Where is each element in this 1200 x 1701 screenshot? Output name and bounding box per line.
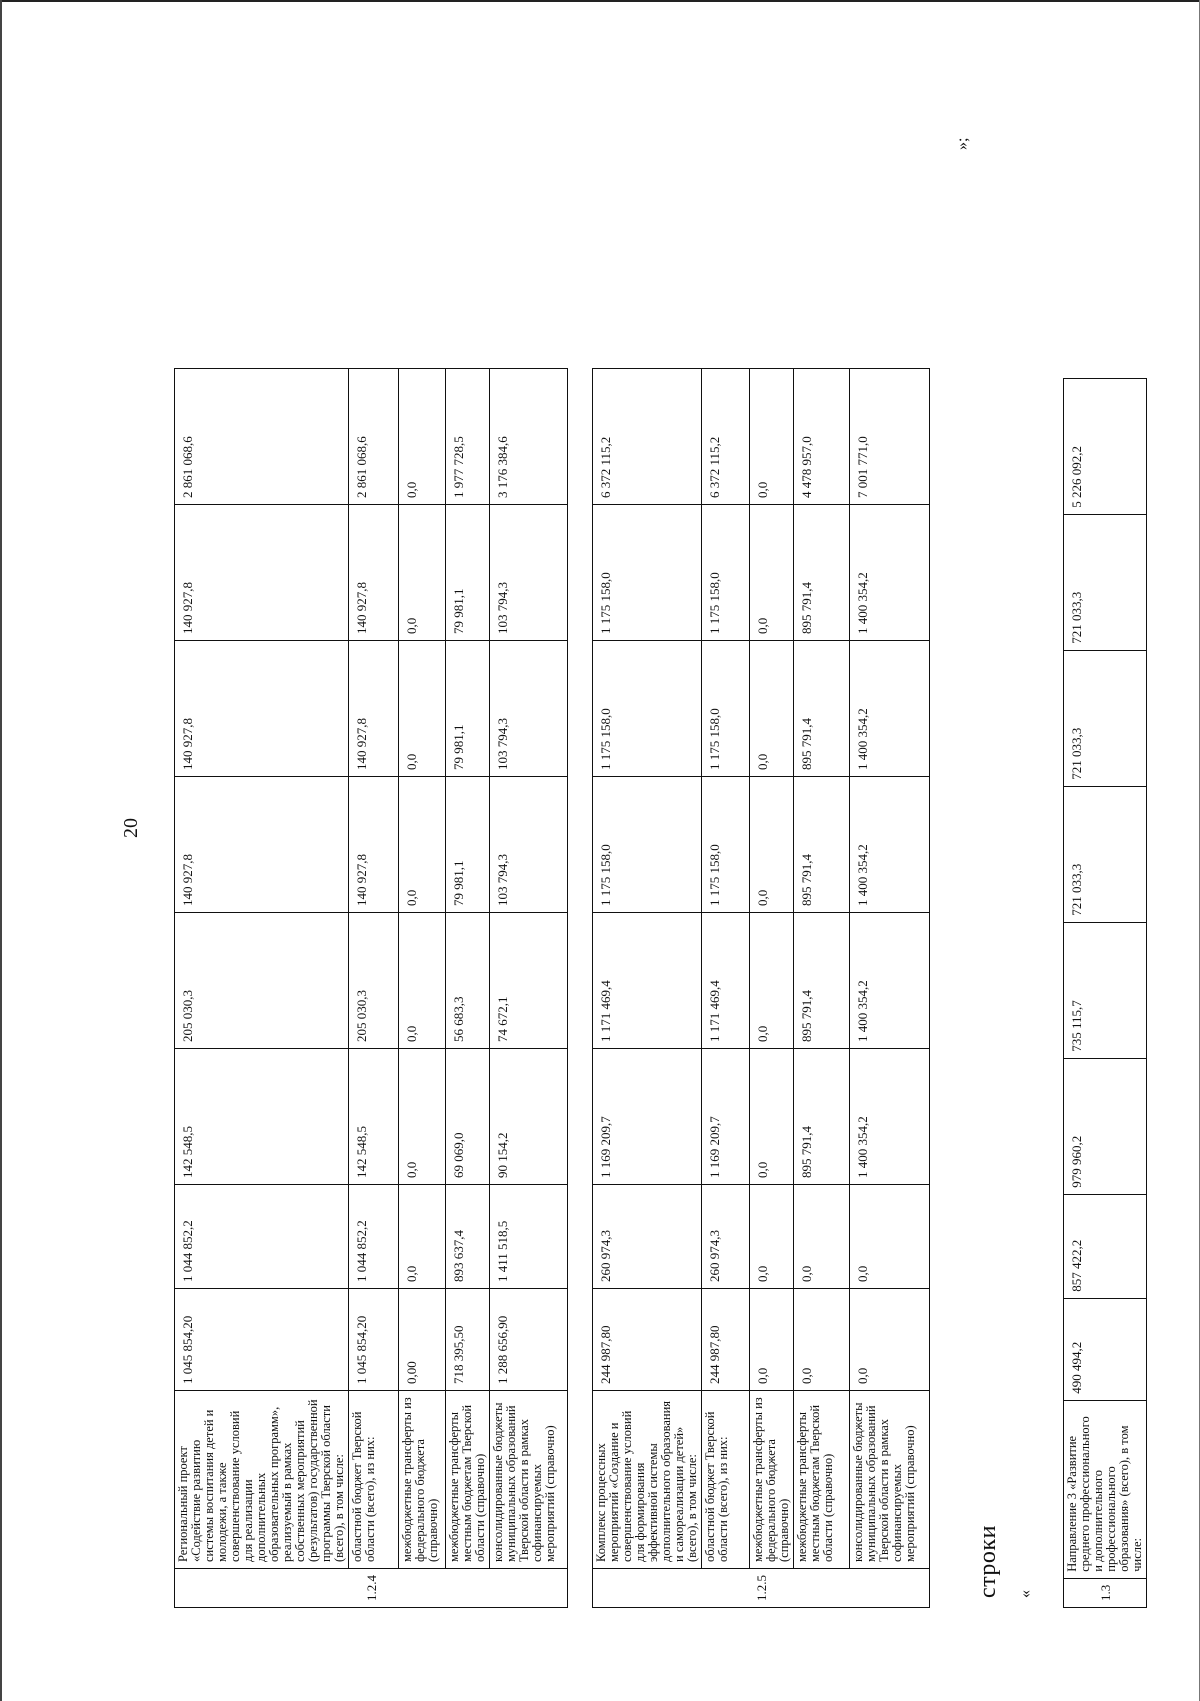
value-cell: 895 791,4 (794, 505, 850, 641)
row-label: Региональный проект «Содействие развитию системы воспитания детей и молодежи, а также совершенствование условий для реализации дополнительных образовательных программ», реализуемый в рамках собственных мероприятий (результатов) государственной программы Тверской области (всего), в том числе: (175, 1391, 349, 1569)
value-cell: 1 400 354,2 (850, 505, 930, 641)
value-cell: 0,0 (750, 913, 794, 1049)
value-cell: 74 672,1 (490, 913, 568, 1049)
value-cell: 1 288 656,90 (490, 1289, 568, 1391)
table-row (593, 369, 702, 1608)
value-cell: 142 548,5 (175, 1049, 349, 1185)
value-cell: 0,0 (399, 369, 446, 505)
value-cell: 895 791,4 (794, 641, 850, 777)
value-cell: 7 001 771,0 (850, 369, 930, 505)
table-row (850, 369, 930, 1608)
value-cell: 721 033,3 (1064, 514, 1147, 650)
value-cell: 0,0 (750, 505, 794, 641)
value-cell: 1 044 852,2 (349, 1185, 399, 1289)
caption-lines: строки (975, 1525, 1001, 1598)
row-label: межбюджетные трансферты из федерального бюджета (справочно) (399, 1391, 446, 1569)
value-cell: 1 175 158,0 (593, 505, 702, 641)
value-cell: 1 175 158,0 (702, 641, 750, 777)
value-cell: 895 791,4 (794, 1049, 850, 1185)
value-cell: 140 927,8 (175, 641, 349, 777)
table-row (794, 369, 850, 1608)
value-cell: 1 171 469,4 (593, 913, 702, 1049)
value-cell: 103 794,3 (490, 777, 568, 913)
table-row (1064, 378, 1147, 1607)
value-cell: 6 372 115,2 (702, 369, 750, 505)
value-cell: 1 169 209,7 (702, 1049, 750, 1185)
value-cell: 0,0 (850, 1289, 930, 1391)
row-label: консолидированные бюджеты муниципальных образований Тверской области в рамках софинансируемых мероприятий (справочно) (490, 1391, 568, 1569)
value-cell: 205 030,3 (175, 913, 349, 1049)
value-cell: 140 927,8 (349, 777, 399, 913)
value-cell: 56 683,3 (446, 913, 490, 1049)
value-cell: 0,0 (794, 1185, 850, 1289)
rotated-content (174, 128, 1144, 1608)
value-cell: 0,0 (750, 1185, 794, 1289)
value-cell: 1 045 854,20 (349, 1289, 399, 1391)
value-cell: 4 478 957,0 (794, 369, 850, 505)
value-cell: 0,0 (750, 777, 794, 913)
value-cell: 721 033,3 (1064, 786, 1147, 922)
value-cell: 721 033,3 (1064, 650, 1147, 786)
value-cell: 142 548,5 (349, 1049, 399, 1185)
value-cell: 1 400 354,2 (850, 777, 930, 913)
value-cell: 1 169 209,7 (593, 1049, 702, 1185)
scan-edge-top (0, 0, 1200, 2)
table-section-1-2-5 (592, 368, 930, 1608)
value-cell: 0,0 (399, 505, 446, 641)
value-cell: 0,0 (850, 1185, 930, 1289)
quote-close: »; (954, 137, 971, 150)
value-cell: 1 045 854,20 (175, 1289, 349, 1391)
value-cell: 0,0 (399, 1049, 446, 1185)
value-cell: 140 927,8 (349, 641, 399, 777)
row-code: 1.2.4 (175, 1569, 568, 1608)
value-cell: 1 400 354,2 (850, 913, 930, 1049)
value-cell: 140 927,8 (349, 505, 399, 641)
value-cell: 260 974,3 (593, 1185, 702, 1289)
value-cell: 0,0 (750, 369, 794, 505)
value-cell: 490 494,2 (1064, 1298, 1147, 1400)
table-row (399, 369, 446, 1608)
value-cell: 893 637,4 (446, 1185, 490, 1289)
value-cell: 0,0 (750, 1049, 794, 1185)
value-cell: 0,0 (399, 641, 446, 777)
row-label: межбюджетные трансферты из федерального бюджета (справочно) (750, 1391, 794, 1569)
value-cell: 1 175 158,0 (593, 777, 702, 913)
value-cell: 2 861 068,6 (175, 369, 349, 505)
value-cell: 857 422,2 (1064, 1194, 1147, 1298)
table-row (446, 369, 490, 1608)
row-label: межбюджетные трансферты местным бюджетам Тверской области (справочно) (446, 1391, 490, 1569)
value-cell: 140 927,8 (175, 505, 349, 641)
value-cell: 0,00 (399, 1289, 446, 1391)
value-cell: 1 171 469,4 (702, 913, 750, 1049)
quote-open: « (1017, 1590, 1034, 1598)
value-cell: 2 861 068,6 (349, 369, 399, 505)
row-code: 1.3 (1064, 1578, 1147, 1607)
row-label: Направление 3 «Развитие среднего профессионального и дополнительного профессионального образования» (всего), в том числе: (1064, 1400, 1147, 1578)
value-cell: 140 927,8 (175, 777, 349, 913)
value-cell: 895 791,4 (794, 913, 850, 1049)
table-row (702, 369, 750, 1608)
value-cell: 79 981,1 (446, 641, 490, 777)
row-label: областной бюджет Тверской области (всего), из них: (702, 1391, 750, 1569)
value-cell: 6 372 115,2 (593, 369, 702, 505)
row-label: Комплекс процессных мероприятий «Создание и совершенствование условий для формирования эффективной системы дополнительного образования и самореализации детей» (всего), в том числе: (593, 1391, 702, 1569)
value-cell: 0,0 (399, 1185, 446, 1289)
value-cell: 0,0 (750, 1289, 794, 1391)
value-cell: 1 175 158,0 (702, 505, 750, 641)
value-cell: 0,0 (399, 777, 446, 913)
value-cell: 79 981,1 (446, 505, 490, 641)
table-section-1-3 (1063, 378, 1147, 1608)
page-number: 20 (120, 818, 142, 838)
value-cell: 1 044 852,2 (175, 1185, 349, 1289)
row-label: консолидированные бюджеты муниципальных образований Тверской области в рамках софинансируемых мероприятий (справочно) (850, 1391, 930, 1569)
row-label: областной бюджет Тверской области (всего), из них: (349, 1391, 399, 1569)
table-row (750, 369, 794, 1608)
table-row (490, 369, 568, 1608)
value-cell: 244 987,80 (593, 1289, 702, 1391)
value-cell: 79 981,1 (446, 777, 490, 913)
value-cell: 0,0 (750, 641, 794, 777)
value-cell: 1 977 728,5 (446, 369, 490, 505)
scan-edge-left (0, 0, 2, 1701)
value-cell: 103 794,3 (490, 505, 568, 641)
value-cell: 3 176 384,6 (490, 369, 568, 505)
value-cell: 205 030,3 (349, 913, 399, 1049)
table-section-1-2-4 (174, 368, 568, 1608)
table-row (175, 369, 349, 1608)
value-cell: 735 115,7 (1064, 922, 1147, 1058)
value-cell: 0,0 (794, 1289, 850, 1391)
value-cell: 1 400 354,2 (850, 641, 930, 777)
value-cell: 0,0 (399, 913, 446, 1049)
value-cell: 895 791,4 (794, 777, 850, 913)
value-cell: 103 794,3 (490, 641, 568, 777)
value-cell: 979 960,2 (1064, 1058, 1147, 1194)
table-row (349, 369, 399, 1608)
row-label: межбюджетные трансферты местным бюджетам Тверской области (справочно) (794, 1391, 850, 1569)
value-cell: 90 154,2 (490, 1049, 568, 1185)
value-cell: 1 175 158,0 (702, 777, 750, 913)
value-cell: 1 400 354,2 (850, 1049, 930, 1185)
value-cell: 69 069,0 (446, 1049, 490, 1185)
value-cell: 718 395,50 (446, 1289, 490, 1391)
value-cell: 1 175 158,0 (593, 641, 702, 777)
value-cell: 260 974,3 (702, 1185, 750, 1289)
value-cell: 244 987,80 (702, 1289, 750, 1391)
value-cell: 1 411 518,5 (490, 1185, 568, 1289)
value-cell: 5 226 092,2 (1064, 378, 1147, 514)
row-code: 1.2.5 (593, 1569, 930, 1608)
